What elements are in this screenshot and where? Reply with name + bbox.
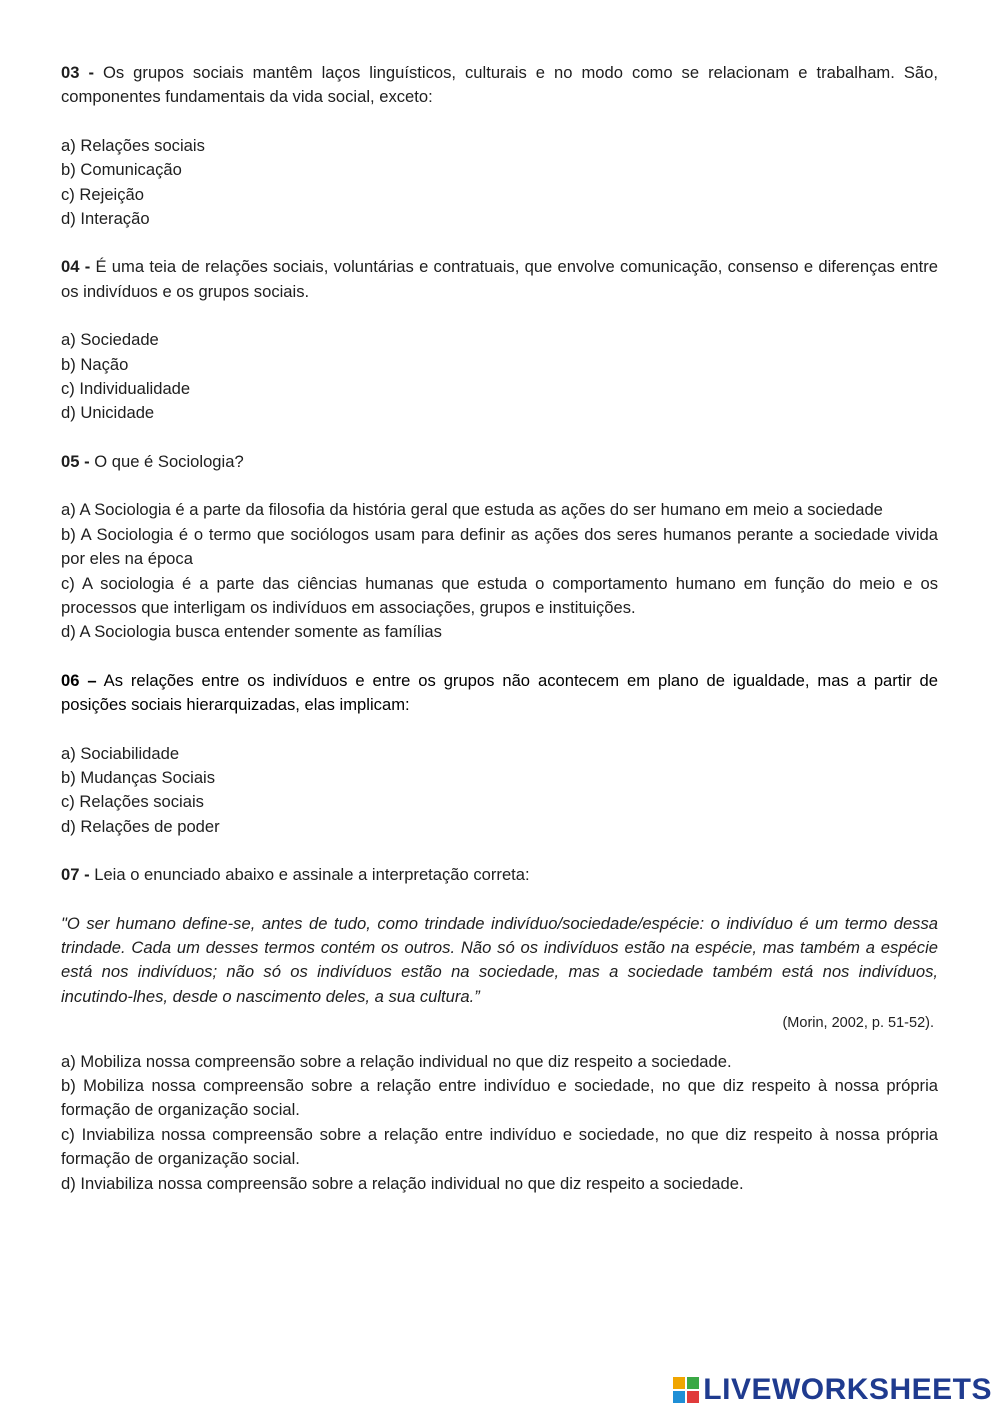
option-c[interactable]: c) Individualidade — [61, 379, 191, 399]
question-04 — [61, 255, 938, 425]
logo-badge-icon — [673, 1377, 699, 1403]
option-b[interactable]: b) Mudanças Sociais — [61, 767, 216, 787]
option-a[interactable]: a) Sociedade — [61, 330, 159, 350]
options-list — [61, 498, 938, 644]
option-d[interactable]: d) Interação — [61, 209, 150, 229]
badge-tile-i — [687, 1377, 699, 1389]
logo-text: LIVEWORKSHEETS — [703, 1373, 992, 1406]
badge-tile-v — [673, 1391, 685, 1403]
question-stem — [61, 669, 938, 718]
question-number: 04 - — [61, 257, 91, 277]
option-c[interactable]: c) Rejeição — [61, 184, 145, 204]
question-text: Leia o enunciado abaixo e assinale a interpretação correta: — [94, 865, 530, 885]
option-a[interactable]: a) Relações sociais — [61, 135, 205, 155]
question-number: 07 - — [61, 865, 90, 885]
option-d[interactable]: d) Unicidade — [61, 403, 155, 423]
question-05 — [61, 450, 938, 645]
question-07 — [61, 863, 938, 1196]
option-d[interactable]: d) A Sociologia busca entender somente as famílias — [61, 622, 442, 642]
question-stem — [61, 255, 938, 304]
question-number: 03 - — [61, 63, 94, 82]
option-d[interactable]: d) Relações de poder — [61, 816, 220, 836]
option-b[interactable]: b) Nação — [61, 354, 129, 374]
question-stem — [61, 863, 938, 887]
liveworksheets-logo[interactable] — [673, 1373, 992, 1407]
option-c[interactable]: c) Inviabiliza nossa compreensão sobre a relação entre indivíduo e sociedade, no que diz respeito à nossa própria formação de organização social. — [61, 1124, 938, 1169]
quoted-passage: "O ser humano define-se, antes de tudo, como trindade indivíduo/sociedade/espécie: o indivíduo é um termo dessa trindade. Cada um desses termos contém os outros. Não só os indivíduos estão na espécie, mas também a espécie está nos indivíduos; não só os indivíduos estão na sociedade, mas a sociedade também está nos indivíduos, incutindo-lhes, desde o nascimento deles, a sua cultura.” — [61, 913, 938, 1006]
question-stem — [61, 450, 938, 474]
question-stem — [61, 61, 938, 110]
option-a[interactable]: a) Sociabilidade — [61, 743, 180, 763]
badge-tile-l — [673, 1377, 685, 1389]
worksheet-page — [61, 61, 938, 1220]
question-06 — [61, 669, 938, 839]
option-b[interactable]: b) Mobiliza nossa compreensão sobre a relação entre indivíduo e sociedade, no que diz respeito à nossa própria formação de organização social. — [61, 1076, 938, 1120]
question-text: É uma teia de relações sociais, voluntárias e contratuais, que envolve comunicação, consenso e diferenças entre os indivíduos e os grupos sociais. — [61, 257, 938, 301]
question-text: Os grupos sociais mantêm laços linguísticos, culturais e no modo como se relacionam e trabalham. São, componentes fundamentais da vida social, exceto: — [61, 63, 938, 107]
options-list — [61, 328, 938, 426]
badge-tile-e — [687, 1391, 699, 1403]
option-d[interactable]: d) Inviabiliza nossa compreensão sobre a relação individual no que diz respeito a sociedade. — [61, 1173, 744, 1193]
option-b[interactable]: b) Comunicação — [61, 160, 182, 180]
question-text: O que é Sociologia? — [94, 451, 244, 471]
quote-citation: (Morin, 2002, p. 51-52). — [782, 1015, 934, 1032]
question-text: As relações entre os indivíduos e entre os grupos não acontecem em plano de igualdade, mas a partir de posições sociais hierarquizadas, elas implicam: — [61, 670, 939, 715]
option-a[interactable]: a) A Sociologia é a parte da filosofia da história geral que estuda as ações do ser humano em meio a sociedade — [61, 500, 883, 520]
question-03 — [61, 61, 938, 231]
option-c[interactable]: c) A sociologia é a parte das ciências humanas que estuda o comportamento humano em função do meio e os processos que interligam os indivíduos em associações, grupos e instituições. — [61, 573, 938, 617]
options-list — [61, 742, 938, 840]
option-b[interactable]: b) A Sociologia é o termo que sociólogos usam para definir as ações dos seres humanos perante a sociedade vivida por eles na época — [61, 524, 938, 569]
option-a[interactable]: a) Mobiliza nossa compreensão sobre a relação individual no que diz respeito a sociedade. — [61, 1051, 732, 1071]
options-list — [61, 134, 938, 232]
option-c[interactable]: c) Relações sociais — [61, 792, 204, 812]
question-number: 06 – — [61, 670, 97, 690]
options-list — [61, 1050, 938, 1196]
question-number: 05 - — [61, 451, 90, 471]
